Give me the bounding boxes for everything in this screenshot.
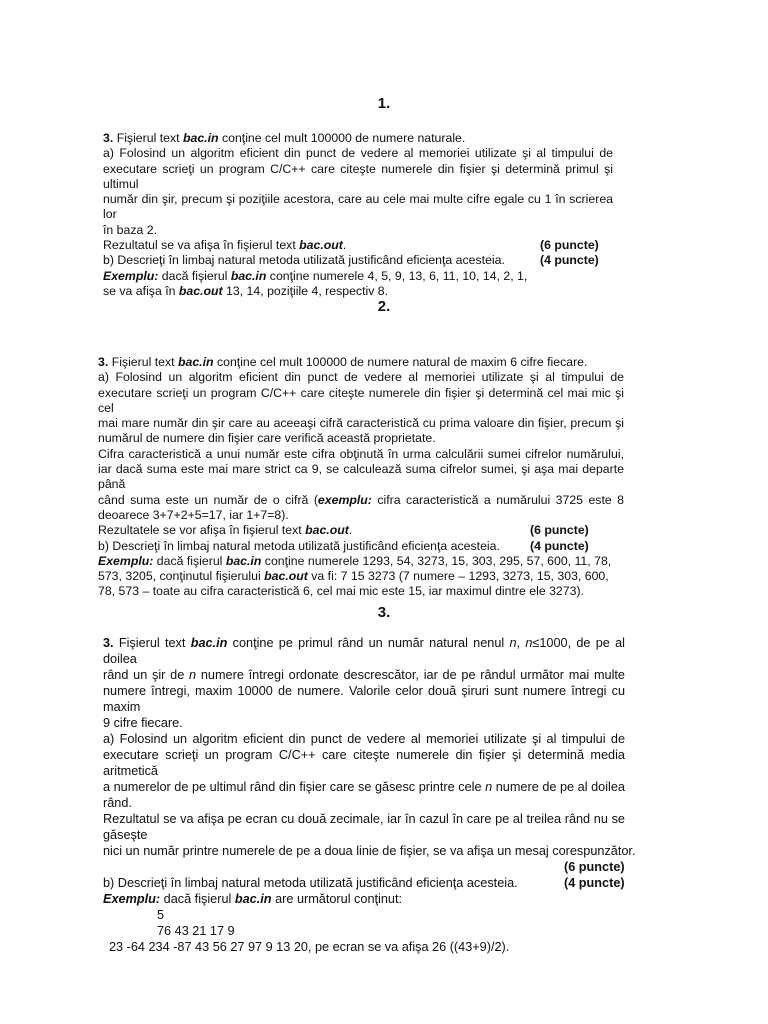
problem-1-heading: 1. (377, 95, 391, 112)
points-6: (6 puncte) (564, 860, 625, 874)
problem-1-example: Exemplu: dacă fişierul bac.in conţine numerele 4, 5, 9, 13, 6, 11, 10, 14, 2, 1, (103, 268, 528, 283)
problem-1-result-line: Rezultatul se va afişa în fişierul text bac.out. (6 puncte) (103, 238, 599, 253)
problem-1-statement: 3. Fişierul text bac.in conţine cel mult 100000 de numere naturale. (103, 131, 466, 145)
points-6: (6 puncte) (540, 238, 599, 253)
problem-1-example-result: se va afişa în bac.out 13, 14, poziţiile 4, respectiv 8. (103, 283, 389, 298)
example-line-n: 5 (157, 908, 165, 922)
example-line-numbers: 23 -64 234 -87 43 56 27 97 9 13 20, pe ecran se va afişa 26 ((43+9)/2). (109, 940, 510, 954)
problem-2-heading: 2. (377, 298, 391, 315)
points-4: (4 puncte) (530, 538, 589, 553)
problem-1-text: 3. Fişierul text bac.in conţine cel mult 100000 de numere naturale. a) Folosind un algoritm eficient din punct de vedere al memoriei utilizate şi al timpului de executare scrieţi un program C/C++ care citeşte numerele din fişier şi determină primul şi ultimul număr din şir, precum şi poziţiile acestora, care au cele mai multe cifre egale cu 1 în scrierea lor în baza 2. Rezultatul se va afişa în fişierul text bac.out. (6 puncte) b) Descrieţi în limbaj natural metoda utilizată justificând eficienţa acesteia. (4 puncte) Exemplu: dacă fişierul bac.in conţine numerele 4, 5, 9, 13, 6, 11, 10, 14, 2, 1, se va afişa în bac.out 13, 14, poziţiile 4, respectiv 8. (103, 131, 613, 298)
problem-2-example-result: 573, 3205, conţinutul fişierului bac.out va fi: 7 15 3273 (7 numere – 1293, 3273, 15, 303, 600, (98, 569, 609, 584)
problem-3-text: 3. Fişierul text bac.in conţine pe primul rând un număr natural nenul n, n≤1000, de pe al doilea rând un şir de n numere întregi ordonate descrescător, iar de pe rândul următor mai multe numere întregi, maxim 10000 de numere. Valorile celor două şiruri sunt numere întregi cu maxim 9 cifre fiecare. a) Folosind un algoritm eficient din punct de vedere al memoriei utilizate şi al timpului de executare scrieţi un program C/C++ care citeşte numerele din fişier şi determină media aritmetică a numerelor de pe ultimul rând din fişier care se găsesc printre cele n numere de pe al doilea rând. Rezultatul se va afişa pe ecran cu două zecimale, iar în cazul în care pe al treilea rând nu se găseşte nici un număr printre numerele de pe a doua linie de fişier, se va afişa un mesaj corespunzător. (6 puncte) b) Descrieţi în limbaj natural metoda utilizată justificând eficienţa acesteia. (4 puncte) Exemplu: dacă fişierul bac.in are următorul conţinut: 5 76 43 21 17 9 23 -64 234 -87 43 56 27 97 9 13 20, pe ecran se va afişa 26 ((43+9)/2). (103, 636, 636, 954)
problem-3-statement: 3. Fişierul text bac.in conţine pe primul rând un număr natural nenul n, n≤1000, de pe al doilea (103, 636, 625, 666)
problem-3-example: Exemplu: dacă fişierul bac.in are următorul conţinut: (103, 892, 403, 906)
problem-2-part-b: b) Descrieţi în limbaj natural metoda utilizată justificând eficienţa acesteia. (4 puncte) (98, 538, 589, 553)
problem-1-part-b: b) Descrieţi în limbaj natural metoda utilizată justificând eficienţa acesteia. (4 puncte) (103, 253, 599, 268)
example-line-sequence: 76 43 21 17 9 (157, 924, 235, 938)
problem-2-text: 3. Fişierul text bac.in conţine cel mult 100000 de numere natural de maxim 6 cifre fiecare. a) Folosind un algoritm eficient din punct de vedere al memoriei utilizate şi al timpului de executare scrieţi un program C/C++ care citeşte numerele din fişier şi determină cel mai mic şi cel mai mare număr din şir care au aceeaşi cifră caracteristică cu prima valoare din fişier, precum şi numărul de numere din fişier care verifică această proprietate. Cifra caracteristică a unui număr este cifra obţinută în urma calculării sumei cifrelor numărului, iar dacă suma este mai mare strict ca 9, se calculează suma cifrelor sumei, şi aşa mai departe până când suma este un număr de o cifră (exemplu: cifra caracteristică a numărului 3725 este 8 deoarece 3+7+2+5=17, iar 1+7=8). Rezultatele se vor afişa în fişierul text bac.out. (6 puncte) b) Descrieţi în limbaj natural metoda utilizată justificând eficienţa acesteia. (4 puncte) Exemplu: dacă fişierul bac.in conţine numerele 1293, 54, 3273, 15, 303, 295, 57, 600, 11, 78, 573, 3205, conţinutul fişierului bac.out va fi: 7 15 3273 (7 numere – 1293, 3273, 15, 303, 600, 78, 573 – toate au cifra caracteristică 6, cel mai mic este 15, iar maximul dintre ele 3273). (98, 355, 624, 599)
points-6: (6 puncte) (530, 523, 589, 538)
problem-2-characteristic-example: când suma este un număr de o cifră (exemplu: cifra caracteristică a numărului 3725 este 8 (98, 492, 624, 507)
problem-3-heading: 3. (377, 604, 391, 621)
problem-2-statement: 3. Fişierul text bac.in conţine cel mult 100000 de numere natural de maxim 6 cifre fiecare. (98, 355, 588, 369)
problem-2-example: Exemplu: dacă fişierul bac.in conţine numerele 1293, 54, 3273, 15, 303, 295, 57, 600, 11, 78, (98, 553, 612, 568)
problem-3-part-b: b) Descrieţi în limbaj natural metoda utilizată justificând eficienţa acesteia. (4 puncte) (103, 876, 625, 890)
problem-2-result-line: Rezultatele se vor afişa în fişierul text bac.out. (6 puncte) (98, 523, 589, 538)
points-4: (4 puncte) (540, 253, 599, 268)
points-4: (4 puncte) (564, 876, 625, 890)
